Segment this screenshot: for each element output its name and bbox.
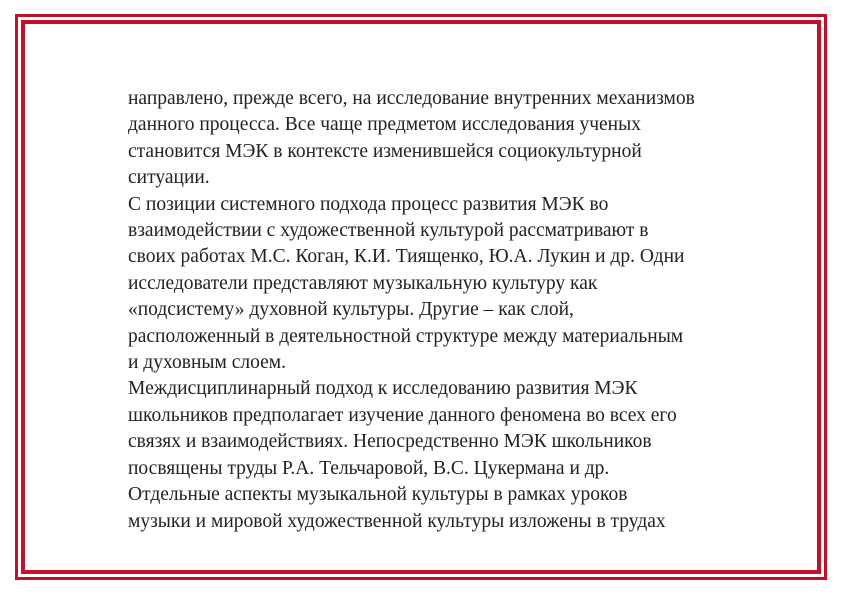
text-line: становится МЭК в контексте изменившейся социокультурной <box>128 140 642 162</box>
text-line: исследователи представляют музыкальную культуру как <box>128 272 598 294</box>
text-line: взаимодействии с художественной культурой рассматривают в <box>128 220 649 242</box>
text-line: Междисциплинарный подход к исследованию развития МЭК <box>128 378 638 400</box>
text-line: посвящены труды Р.А. Тельчаровой, В.С. Цукермана и др. <box>128 457 610 479</box>
text-line: и духовным слоем. <box>128 352 286 374</box>
text-line: ситуации. <box>128 167 210 189</box>
text-line: своих работах М.С. Коган, К.И. Тиященко, Ю.А. Лукин и др. Одни <box>128 246 685 268</box>
text-line: расположенный в деятельностной структуре между материальным <box>128 325 684 347</box>
text-line: данного процесса. Все чаще предметом исследования ученых <box>128 114 641 136</box>
text-line: С позиции системного подхода процесс развития МЭК во <box>128 193 609 215</box>
text-line: школьников предполагает изучение данного феномена во всех его <box>128 404 677 426</box>
text-line: «подсистему» духовной культуры. Другие – как слой, <box>128 299 574 321</box>
slide-text-body <box>128 86 788 535</box>
text-line: Отдельные аспекты музыкальной культуры в рамках уроков <box>128 484 628 506</box>
text-line: направлено, прежде всего, на исследование внутренних механизмов <box>128 88 695 109</box>
text-line: музыки и мировой художественной культуры изложены в трудах <box>128 510 666 532</box>
text-line: связях и взаимодействиях. Непосредственно МЭК школьников <box>128 431 652 453</box>
